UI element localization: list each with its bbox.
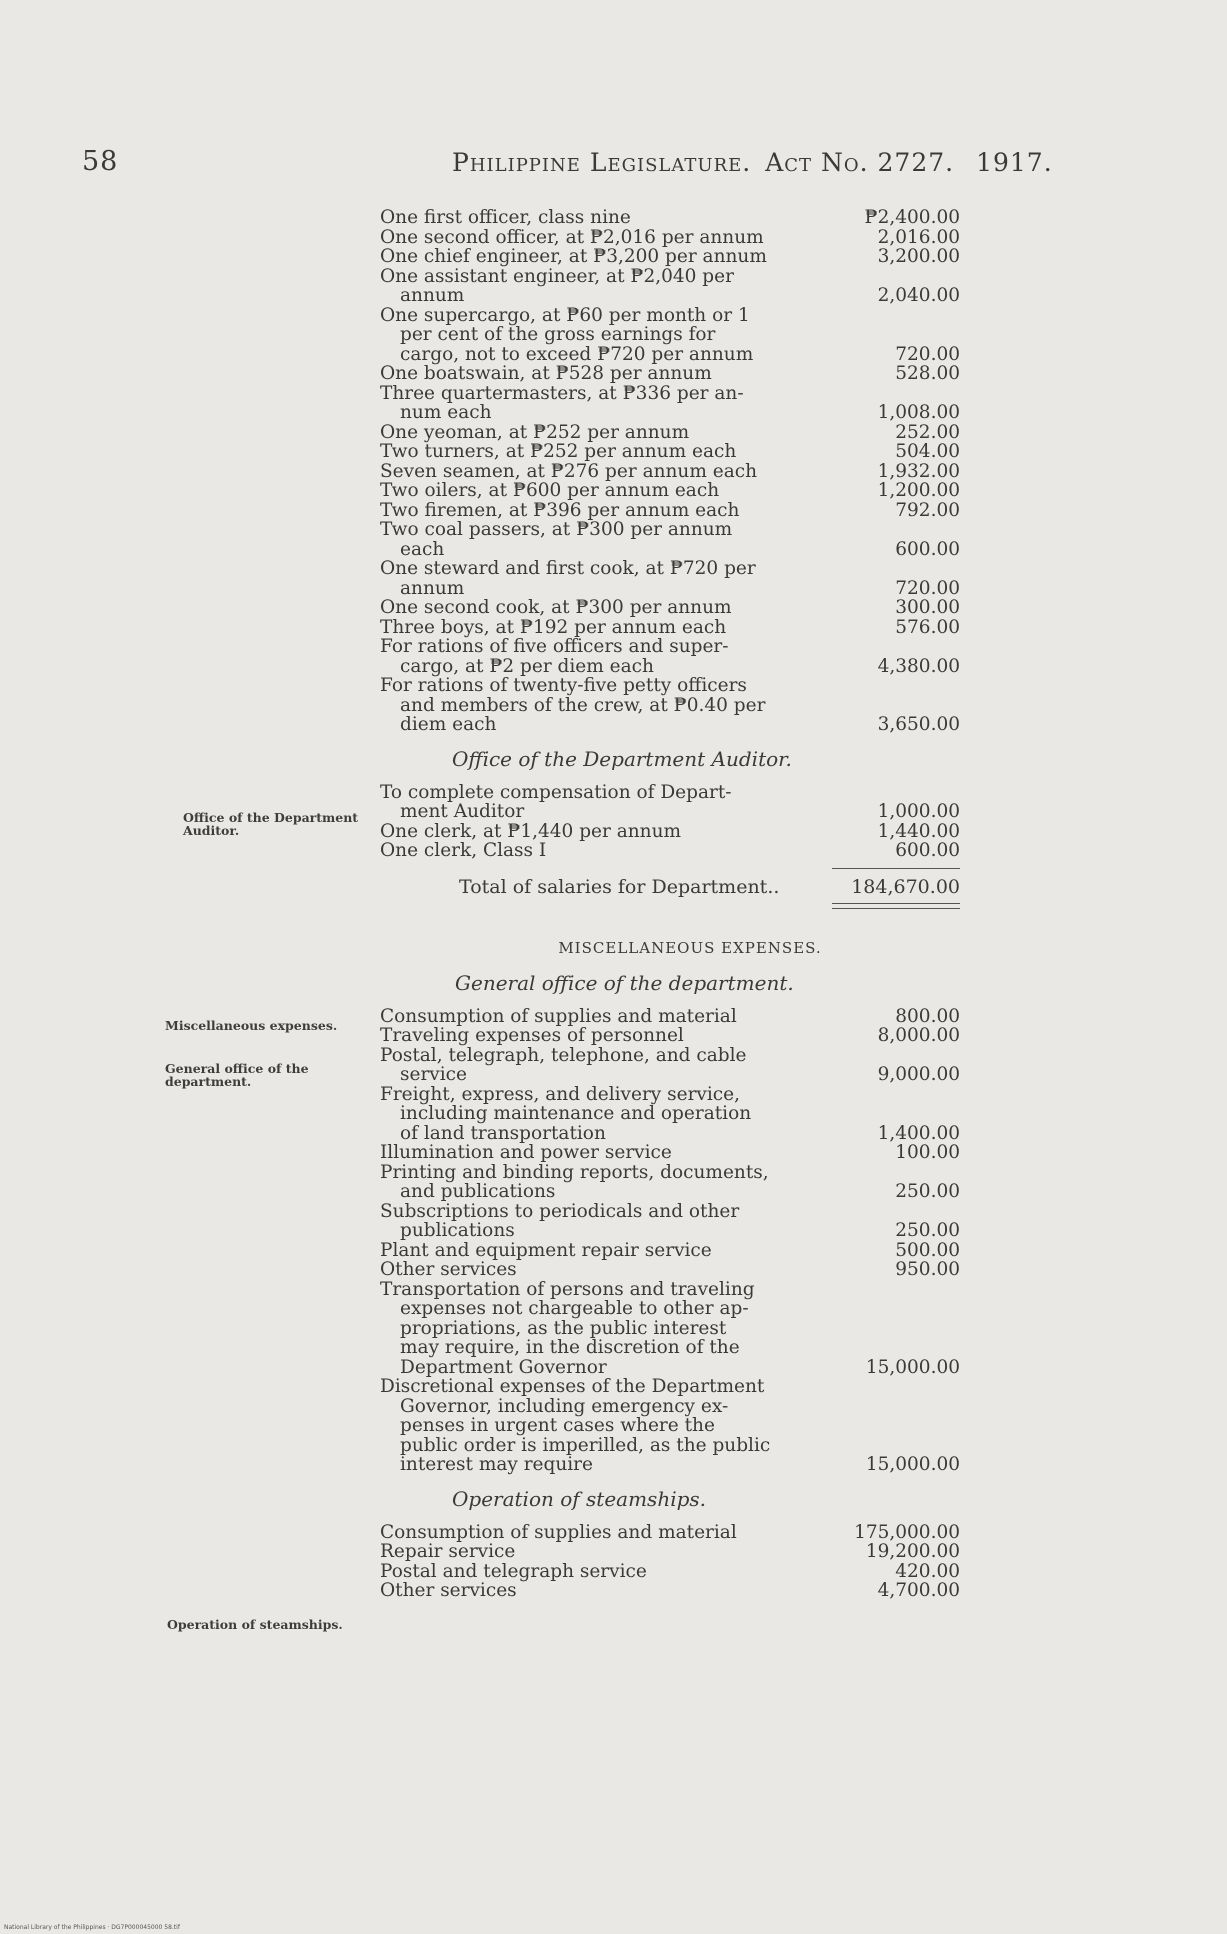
line-item-text-line: Governor, including emergency ex- — [400, 1395, 729, 1417]
line-item-amount: 250.00 — [895, 1220, 960, 1241]
line-item-amount: 1,400.00 — [877, 1122, 960, 1144]
line-item-text — [380, 462, 835, 482]
line-item-text-line: Seven seamen, at ₱276 per annum each — [380, 460, 758, 482]
line-item-text-line: One clerk, at ₱1,440 per annum — [380, 820, 682, 842]
line-item-text — [380, 1202, 835, 1241]
line-item-text-line: Consumption of supplies and material — [380, 1521, 737, 1543]
line-item-text-line: Freight, express, and delivery service, — [380, 1083, 740, 1105]
line-item — [380, 306, 960, 365]
line-item-text-line: Two oilers, at ₱600 per annum each — [380, 480, 720, 501]
line-item-text-line: Postal, telegraph, telephone, and cable — [380, 1044, 747, 1066]
line-item-text-line: Two coal passers, at ₱300 per annum — [380, 519, 733, 540]
line-item-text-line: One assistant engineer, at ₱2,040 per — [380, 265, 734, 287]
line-item-text-line: To complete compensation of Depart- — [380, 781, 732, 803]
line-item-amount: 100.00 — [895, 1142, 960, 1163]
line-item-text — [380, 1562, 835, 1582]
line-item-amount: 600.00 — [895, 538, 960, 560]
header-act: Act No. 2727. — [765, 148, 955, 177]
line-item-text — [380, 1280, 835, 1378]
margin-note-general: General office of the department. — [165, 1061, 309, 1089]
line-item-text — [380, 618, 835, 638]
line-item — [380, 1260, 960, 1280]
line-item-amount: 600.00 — [895, 840, 960, 861]
page-number: 58 — [82, 146, 119, 177]
line-item-text-line: publications — [400, 1220, 515, 1241]
line-item-text — [380, 1542, 835, 1562]
general-office-list — [380, 1007, 960, 1475]
misc-heading: MISCELLANEOUS EXPENSES. — [558, 938, 822, 957]
line-item-text — [380, 822, 835, 842]
line-item-text-line: may require, in the discretion of the — [400, 1337, 740, 1358]
line-item-amount: 1,008.00 — [877, 402, 960, 423]
line-item-text — [380, 1163, 835, 1202]
line-item — [380, 423, 960, 443]
line-item-amount: 576.00 — [895, 616, 960, 638]
footer-stamp: National Library of the Philippines · DG7P000045000 58.tif — [4, 1924, 180, 1931]
line-item — [380, 1377, 960, 1475]
line-item-text-line: interest may require — [400, 1454, 593, 1475]
main-column — [380, 208, 960, 1601]
line-item-amount: 2,016.00 — [877, 226, 960, 248]
line-item-amount: 9,000.00 — [877, 1064, 960, 1085]
line-item — [380, 228, 960, 248]
line-item-text-line: One chief engineer, at ₱3,200 per annum — [380, 246, 767, 267]
line-item-text-line: Consumption of supplies and material — [380, 1005, 737, 1027]
line-item-amount: 300.00 — [895, 597, 960, 618]
line-item-text — [380, 364, 835, 384]
total-salaries-row: Total of salaries for Department.. 184,670.00 — [459, 875, 960, 898]
line-item-text — [380, 306, 835, 365]
auditor-section-title: Office of the Department Auditor. — [452, 746, 792, 771]
line-item — [380, 1202, 960, 1241]
line-item-text-line: Repair service — [380, 1541, 516, 1562]
line-item-text — [380, 501, 835, 521]
line-item — [380, 462, 960, 482]
auditor-list — [380, 783, 960, 861]
steamships-section-title: Operation of steamships. — [452, 1486, 707, 1511]
line-item-amount: 500.00 — [895, 1239, 960, 1261]
line-item-text — [380, 481, 835, 501]
line-item-amount: 528.00 — [895, 363, 960, 384]
line-item-amount: 1,200.00 — [877, 480, 960, 501]
line-item-amount: 1,440.00 — [877, 820, 960, 842]
line-item-text-line: diem each — [400, 714, 497, 735]
general-section-title: General office of the department. — [455, 970, 794, 995]
line-item-text-line: ment Auditor — [400, 801, 525, 822]
line-item-text — [380, 1260, 835, 1280]
line-item-text-line: For rations of five officers and super- — [380, 636, 729, 657]
line-item-text-line: Other services — [380, 1259, 517, 1280]
line-item-text-line: One first officer, class nine — [380, 207, 631, 228]
line-item — [380, 598, 960, 618]
steamships-list — [380, 1523, 960, 1601]
line-item — [380, 559, 960, 598]
line-item — [380, 1581, 960, 1601]
line-item-text — [380, 1026, 835, 1046]
line-item-text — [380, 1523, 835, 1543]
line-item-text — [380, 520, 835, 559]
line-item — [380, 501, 960, 521]
line-item-text-line: One second cook, at ₱300 per annum — [380, 597, 732, 618]
line-item-amount: 4,380.00 — [877, 655, 960, 677]
line-item-text-line: One second officer, at ₱2,016 per annum — [380, 226, 764, 248]
line-item — [380, 481, 960, 501]
line-item-amount: 2,040.00 — [877, 285, 960, 306]
line-item — [380, 364, 960, 384]
line-item — [380, 618, 960, 638]
line-item-text-line: Department Governor — [400, 1356, 607, 1378]
line-item-amount: 175,000.00 — [854, 1521, 960, 1543]
line-item-text — [380, 228, 835, 248]
line-item-text — [380, 1581, 835, 1601]
running-header — [452, 148, 1053, 177]
line-item-text-line: Three boys, at ₱192 per annum each — [380, 616, 727, 638]
line-item-text-line: Plant and equipment repair service — [380, 1239, 712, 1261]
line-item-amount: 3,200.00 — [877, 246, 960, 267]
margin-note-auditor: Office of the Department Auditor. — [183, 810, 359, 838]
line-item-text-line: propriations, as the public interest — [400, 1317, 727, 1339]
line-item — [380, 1163, 960, 1202]
line-item-text-line: penses in urgent cases where the — [400, 1415, 715, 1436]
line-item-text-line: Transportation of persons and traveling — [380, 1278, 755, 1300]
line-item — [380, 384, 960, 423]
line-item-text-line: cargo, at ₱2 per diem each — [400, 655, 654, 677]
line-item-text — [380, 676, 835, 735]
line-item-text-line: cargo, not to exceed ₱720 per annum — [400, 343, 754, 365]
line-item — [380, 841, 960, 861]
line-item-amount: 15,000.00 — [865, 1454, 960, 1475]
line-item — [380, 783, 960, 822]
line-item-text — [380, 598, 835, 618]
line-item-amount: 8,000.00 — [877, 1025, 960, 1046]
header-title: Philippine Legislature. — [452, 148, 752, 177]
line-item-amount: 252.00 — [895, 421, 960, 443]
line-item-text — [380, 208, 835, 228]
line-item-amount: 19,200.00 — [865, 1541, 960, 1562]
line-item-text-line: num each — [400, 402, 492, 423]
line-item-text — [380, 783, 835, 822]
line-item-text-line: of land transportation — [400, 1122, 606, 1144]
line-item-text-line: One clerk, Class I — [380, 840, 547, 861]
line-item-amount: 1,000.00 — [877, 801, 960, 822]
line-item — [380, 1542, 960, 1562]
line-item-text — [380, 1046, 835, 1085]
line-item — [380, 247, 960, 267]
line-item-text-line: One yeoman, at ₱252 per annum — [380, 421, 690, 443]
line-item-text-line: each — [400, 538, 445, 560]
line-item-text-line: Two turners, at ₱252 per annum each — [380, 441, 737, 462]
line-item-text-line: and members of the crew, at ₱0.40 per — [400, 694, 766, 716]
line-item — [380, 1007, 960, 1027]
line-item-text — [380, 1143, 835, 1163]
line-item-text-line: Discretional expenses of the Department — [380, 1376, 765, 1397]
line-item — [380, 1143, 960, 1163]
line-item-text-line: Printing and binding reports, documents, — [380, 1161, 769, 1183]
line-item-text-line: expenses not chargeable to other ap- — [400, 1298, 749, 1319]
line-item-amount: 792.00 — [895, 499, 960, 521]
line-item-text-line: Three quartermasters, at ₱336 per an- — [380, 382, 744, 404]
subtotal-rule — [832, 868, 960, 869]
line-item-amount: 950.00 — [895, 1259, 960, 1280]
line-item-amount: 250.00 — [895, 1181, 960, 1202]
line-item-text-line: service — [400, 1064, 467, 1085]
line-item — [380, 442, 960, 462]
line-item-text — [380, 423, 835, 443]
line-item-text — [380, 841, 835, 861]
line-item-text-line: Other services — [380, 1580, 517, 1601]
line-item-text — [380, 247, 835, 267]
line-item-text-line: Postal and telegraph service — [380, 1560, 647, 1582]
line-item-text-line: One boatswain, at ₱528 per annum — [380, 363, 712, 384]
line-item-amount: 720.00 — [895, 343, 960, 365]
line-item — [380, 1241, 960, 1261]
line-item-amount: 720.00 — [895, 577, 960, 599]
line-item-text — [380, 637, 835, 676]
line-item-text — [380, 267, 835, 306]
line-item — [380, 1562, 960, 1582]
line-item-amount: 1,932.00 — [877, 460, 960, 482]
header-year: 1917. — [976, 148, 1053, 177]
line-item-text-line: One supercargo, at ₱60 per month or 1 — [380, 304, 750, 326]
line-item-text — [380, 1241, 835, 1261]
total-amount: 184,670.00 — [851, 875, 960, 898]
line-item-text — [380, 559, 835, 598]
line-item-amount: 4,700.00 — [877, 1580, 960, 1601]
line-item — [380, 1523, 960, 1543]
line-item — [380, 520, 960, 559]
line-item — [380, 208, 960, 228]
line-item — [380, 1026, 960, 1046]
line-item-amount: 504.00 — [895, 441, 960, 462]
line-item-amount: 420.00 — [895, 1560, 960, 1582]
line-item-text-line: For rations of twenty-five petty officers — [380, 675, 747, 696]
crew-salaries-list — [380, 208, 960, 735]
line-item — [380, 1085, 960, 1144]
line-item-text — [380, 442, 835, 462]
line-item-text-line: Traveling expenses of personnel — [380, 1025, 684, 1046]
line-item-text — [380, 1007, 835, 1027]
line-item-text-line: including maintenance and operation — [400, 1103, 752, 1124]
line-item-amount: ₱2,400.00 — [864, 207, 960, 228]
line-item-text-line: public order is imperilled, as the public — [400, 1434, 771, 1456]
margin-note-steamships: Operation of steamships. — [167, 1617, 343, 1632]
line-item-text-line: Illumination and power service — [380, 1142, 672, 1163]
line-item — [380, 822, 960, 842]
line-item-text — [380, 1377, 835, 1475]
line-item-text-line: annum — [400, 285, 465, 306]
line-item-text-line: Two firemen, at ₱396 per annum each — [380, 499, 740, 521]
line-item — [380, 267, 960, 306]
line-item-text-line: per cent of the gross earnings for — [400, 324, 716, 345]
line-item — [380, 1046, 960, 1085]
line-item-amount: 800.00 — [895, 1005, 960, 1027]
line-item-text-line: annum — [400, 577, 465, 599]
line-item-amount: 15,000.00 — [865, 1356, 960, 1378]
line-item — [380, 637, 960, 676]
line-item — [380, 1280, 960, 1378]
line-item-text-line: One steward and first cook, at ₱720 per — [380, 558, 756, 579]
line-item-amount: 3,650.00 — [877, 714, 960, 735]
line-item-text-line: and publications — [400, 1181, 556, 1202]
line-item-text — [380, 1085, 835, 1144]
total-label: Total of salaries for Department — [459, 875, 768, 898]
line-item-text — [380, 384, 835, 423]
line-item — [380, 676, 960, 735]
total-double-rule — [832, 903, 960, 909]
line-item-text-line: Subscriptions to periodicals and other — [380, 1200, 740, 1222]
margin-note-misc: Miscellaneous expenses. — [165, 1018, 338, 1033]
